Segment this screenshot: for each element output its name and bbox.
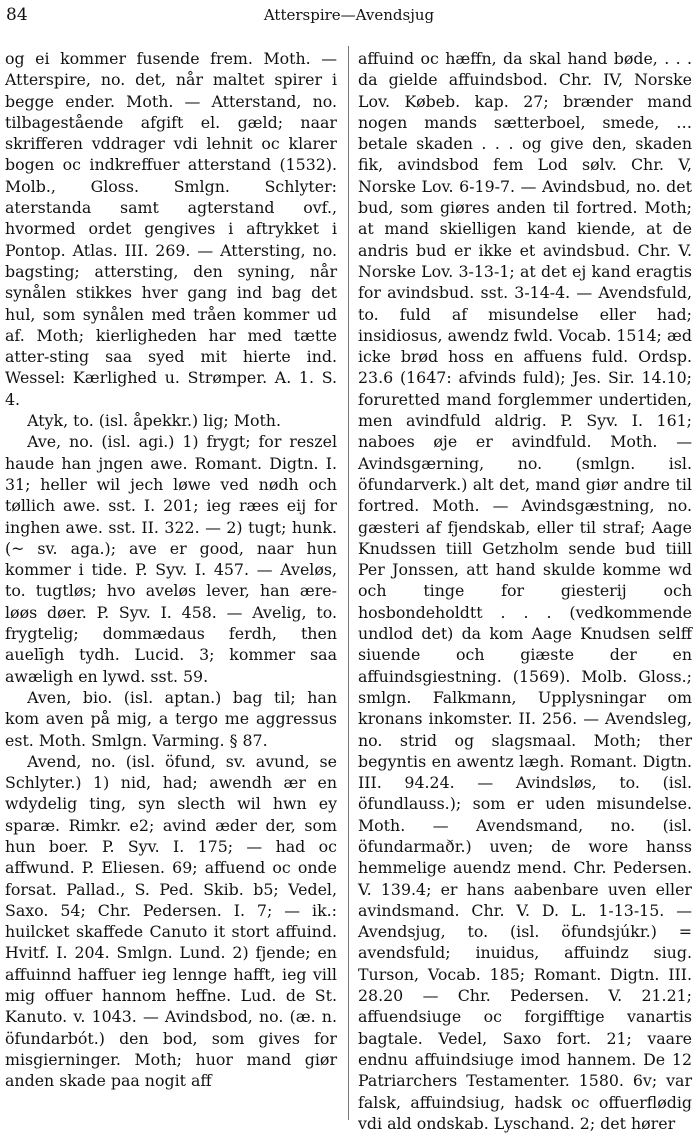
paragraph: Avend, no. (isl. öfund, sv. avund, se Schlyter.) 1) nid, had; awendh ær en wdydelig ting, syn slecth wil hwn ey sparæ. Rimkr. e2; avind æder der, som hun boer. P. Syv. I. 175; — had oc affwund. P. Eliesen. 69; affuend oc onde forsat. Pallad., S. Ped. Skib. b5; Vedel, Saxo. 54; Chr. Pedersen. I. 7; — ik.: huilcket skaffede Canuto it stort affuind. Hvitf. I. 204. Smlgn. Lund. 2) fjende; en affuinnd haffuer ieg lennge hafft, ieg vill mig offuer hannom heffne. Lud. de St. Kanuto. v. 1043. — Avindsbod, no. (æ. n. öfundarbót.) den bod, som gives for misgierninger. Moth; huor mand giør anden skade paa nogit aff bbox=[5, 751, 337, 1091]
right-column bbox=[358, 48, 692, 1133]
page-header bbox=[6, 4, 692, 26]
running-head: Atterspire—Avendsjug bbox=[263, 6, 435, 24]
paragraph: Aven, bio. (isl. aptan.) bag til; han kom aven på mig, a tergo me aggressus est. Moth. Smlgn. Varming. § 87. bbox=[5, 687, 337, 750]
left-column bbox=[5, 48, 337, 1120]
paragraph: og ei kommer fusende frem. Moth. — Atterspire, no. det, når maltet spirer i begge ender. Moth. — Atterstand, no. tilbagestående afgift el. gæld; naar skrifferen vddrager vdi lehnit oc klarer bogen oc indkreffuer atterstand (1532). Molb., Gloss. Smlgn. Schlyter: aterstanda samt agterstand ovf., hvormed ordet gengives i aftrykket i Pontop. Atlas. III. 269. — Attersting, no. bagsting; attersting, den syning, når synålen stikkes hver gang ind bag det hul, som synålen med tråen kommer ud af. Moth; kierligheden har med tætte atter-sting saa syed mit hierte ind. Wessel: Kærlighed u. Strømper. A. 1. S. 4. bbox=[5, 49, 337, 409]
paragraph: Atyk, to. (isl. åpekkr.) lig; Moth. bbox=[27, 411, 282, 431]
page-number: 84 bbox=[6, 5, 28, 25]
paragraph: affuind oc hæffn, da skal hand bøde, . . . da gielde affuindsbod. Chr. IV, Norske Lov. Købeb. kap. 27; brænder mand nogen mands sætterboel, smede, … betale skaden . . . og give den, skaden fik, avindsbod fem Lod sølv. Chr. V, Norske Lov. 6-19-7. — Avindsbud, no. det bud, som giøres anden til fortred. Moth; at mand skielligen kand kiende, at de andris bud er ikke et avindsbud. Chr. V. Norske Lov. 3-13-1; at det ej kand eragtis for avindsbud. sst. 3-14-4. — Avendsfuld, to. fuld af misundelse eller had; insidiosus, awendz fwld. Vocab. 1514; æd icke brød hoss en affuens fuld. Ordsp. 23.6 (1647: afvinds fuld); Jes. Sir. 14.10; foruretted mand forglemmer undertiden, men avindfuld aldrig. P. Syv. I. 161; naboes øje er avindfuld. Moth. —Avindsgærning, no. (smlgn. isl. öfundarverk.) alt det, mand giør andre til fortred. Moth. — Avindsgæstning, no. gæsteri af fjendskab, eller til straf; Aage Knudssen tiill Getzholm sende bud tiill Per Jonssen, att hand skulde komme wd och tinge for giesterij och hosbondeholdtt . . . (vedkommende undlod det) da kom Aage Knudsen selff siuende och giæste der en affuindsgiestning. (1569). Molb. Gloss.; smlgn. Falkmann, Upplysningar om kronans inkomster. II. 256. — Avendsleg, no. strid og slagsmaal. Moth; ther begyntis en awentz lægh. Romant. Digtn. III. 94.24. — Avindsløs, to. (isl. öfundlauss.); som er uden misundelse. Moth. — Avendsmand, no. (isl. öfundarmaðr.) uven; de wore hanss hemmelige auendz mend. Chr. Pedersen. V. 139.4; er hans aabenbare uven eller avindsmand. Chr. V. D. L. 1-13-15. — Avendsjug, to. (isl. öfundsjúkr.) = avendsfuld; inuidus, affuindz siug. Turson, Vocab. 185; Romant. Digtn. III. 28.20 — Chr. Pedersen. V. 21.21; affuendsiuge oc forgifftige vanartis bagtale. Vedel, Saxo fort. 21; vaare endnu affuindsiuge imod hannem. De 12 Patriarchers Testamenter. 1580. 6v; var falsk, affuindsiug, hadsk oc offuerflødig vdi ald ondskab. Lyschand. 2; det hører bbox=[358, 49, 692, 1133]
paragraph: Ave, no. (isl. agi.) 1) frygt; for reszel haude han jngen awe. Romant. Digtn. I. 31; heller wil jech løwe ved nødh och tøllich awe. sst. I. 201; ieg ræes eij for inghen awe. sst. II. 322. — 2) tugt; hunk. (~ sv. aga.); ave er good, naar hun kommer i tide. P. Syv. I. 457. — Aveløs, to. tugtløs; hvo aveløs lever, han ære-løøs døer. P. Syv. I. 458. — Avelig, to. frygtelig; dommædaus ferdh, then auelīgh tydh. Lucid. 3; kommer saa awæligh en lywd. sst. 59. bbox=[5, 432, 337, 686]
column-divider bbox=[348, 46, 349, 1120]
